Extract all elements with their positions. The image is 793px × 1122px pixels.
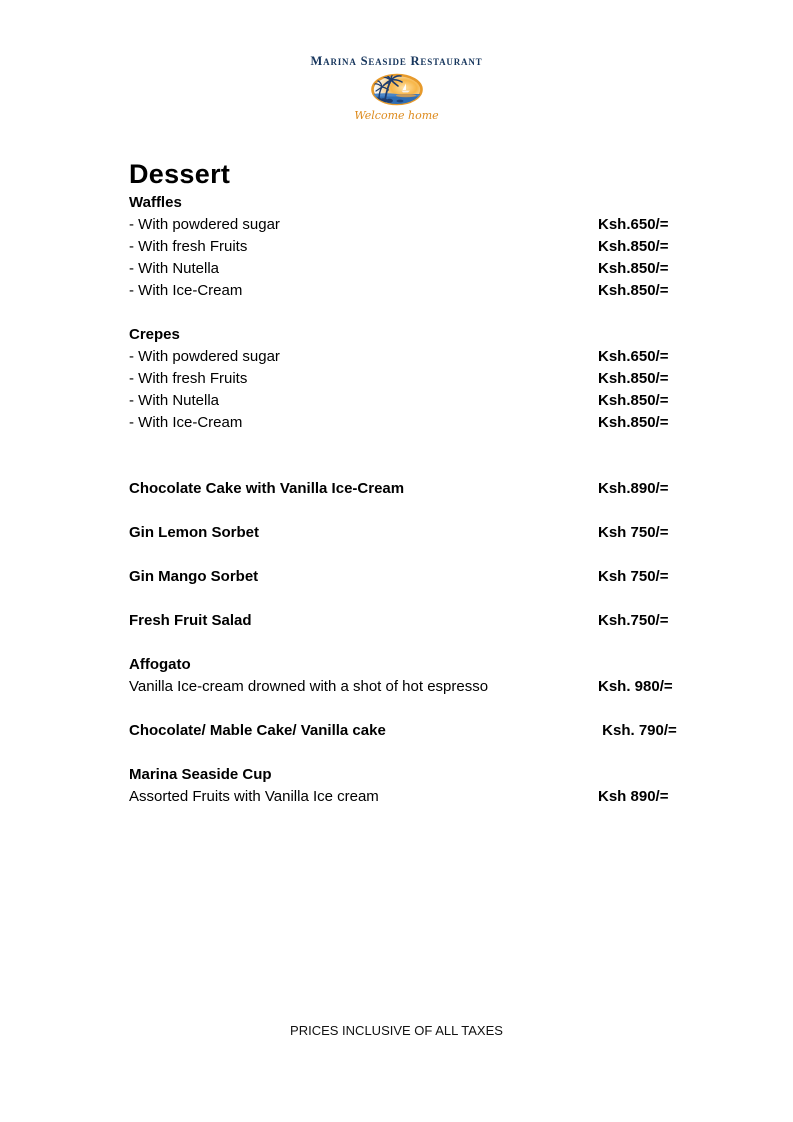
- item-name: - With Nutella: [129, 392, 220, 409]
- item-name: - With powdered sugar: [129, 348, 280, 365]
- menu-item-row: [129, 676, 689, 698]
- menu-item-row: [129, 236, 689, 258]
- item-name: - With Ice-Cream: [129, 282, 243, 299]
- item-price: Ksh.850/=: [598, 414, 669, 431]
- spacer: [129, 302, 689, 324]
- restaurant-header: [0, 54, 793, 122]
- menu-item-row: [129, 786, 689, 808]
- item-price: Ksh.750/=: [598, 612, 669, 629]
- spacer: [129, 588, 689, 610]
- item-price: Ksh. 980/=: [598, 678, 673, 695]
- item-name: Chocolate/ Mable Cake/ Vanilla cake: [129, 722, 386, 739]
- palm-beach-logo-svg: [369, 72, 425, 108]
- item-price: Ksh.890/=: [598, 480, 669, 497]
- spacer: [129, 742, 689, 764]
- item-description: Assorted Fruits with Vanilla Ice cream: [129, 788, 379, 805]
- item-price: Ksh.650/=: [598, 348, 669, 365]
- footer-note: PRICES INCLUSIVE OF ALL TAXES: [290, 1023, 503, 1038]
- menu-title: Dessert: [129, 159, 231, 189]
- item-name: - With Ice-Cream: [129, 414, 243, 431]
- item-name: Fresh Fruit Salad: [129, 612, 252, 629]
- menu-item-row: [129, 258, 689, 280]
- restaurant-name: Marina Seaside Restaurant: [310, 54, 483, 68]
- item-name: Gin Mango Sorbet: [129, 568, 259, 585]
- spacer: [129, 632, 689, 654]
- item-price: Ksh.850/=: [598, 238, 669, 255]
- menu-item-row: [129, 720, 689, 742]
- menu-item-row: [129, 610, 689, 632]
- menu-item-row: [129, 368, 689, 390]
- palm-beach-logo: [0, 72, 793, 108]
- section-heading-affogato: Affogato: [129, 656, 191, 673]
- item-name: - With fresh Fruits: [129, 238, 248, 255]
- menu-item-row: [129, 522, 689, 544]
- item-name: - With fresh Fruits: [129, 370, 248, 387]
- menu-item-row: [129, 390, 689, 412]
- item-price: Ksh.650/=: [598, 216, 669, 233]
- menu-item-row: [129, 566, 689, 588]
- item-name: Chocolate Cake with Vanilla Ice-Cream: [129, 480, 405, 497]
- item-price: Ksh.850/=: [598, 282, 669, 299]
- section-heading-crepes: Crepes: [129, 326, 180, 343]
- item-name: - With powdered sugar: [129, 216, 280, 233]
- menu-item-row: [129, 478, 689, 500]
- section-heading-marina-cup: Marina Seaside Cup: [129, 766, 272, 783]
- spacer: [129, 544, 689, 566]
- item-description: Vanilla Ice-cream drowned with a shot of hot espresso: [129, 678, 489, 695]
- item-name: Gin Lemon Sorbet: [129, 524, 260, 541]
- tagline: Welcome home: [354, 109, 439, 122]
- item-price: Ksh. 790/=: [598, 722, 677, 739]
- item-name: - With Nutella: [129, 260, 220, 277]
- section-heading-waffles: Waffles: [129, 194, 182, 211]
- menu-item-row: [129, 346, 689, 368]
- item-price: Ksh.850/=: [598, 370, 669, 387]
- spacer: [129, 698, 689, 720]
- item-price: Ksh.850/=: [598, 392, 669, 409]
- item-price: Ksh 750/=: [598, 524, 669, 541]
- spacer: [129, 500, 689, 522]
- item-price: Ksh.850/=: [598, 260, 669, 277]
- menu-item-row: [129, 412, 689, 434]
- menu-content: [129, 158, 689, 808]
- item-price: Ksh 750/=: [598, 568, 669, 585]
- menu-item-row: [129, 214, 689, 236]
- spacer: [129, 434, 689, 478]
- menu-item-row: [129, 280, 689, 302]
- item-price: Ksh 890/=: [598, 788, 669, 805]
